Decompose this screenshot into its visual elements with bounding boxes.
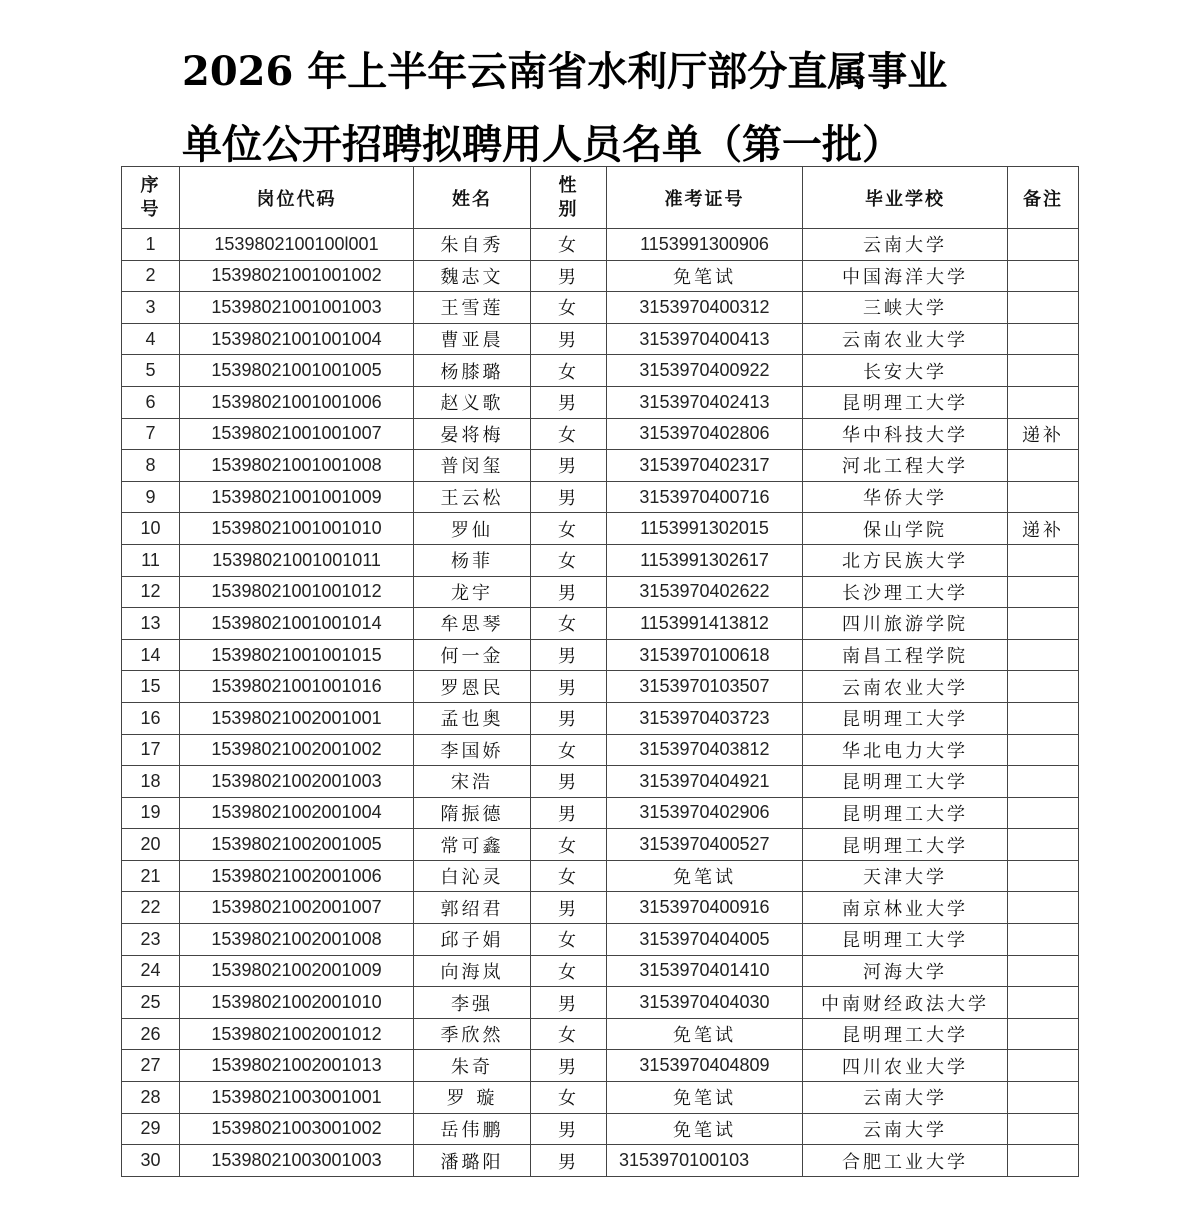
header-gender-bottom: 别 xyxy=(558,198,579,220)
cell-remark xyxy=(1008,576,1079,608)
cell-name: 罗恩民 xyxy=(414,671,531,703)
cell-gender: 男 xyxy=(531,450,607,482)
table-row xyxy=(122,608,1079,640)
cell-position-code: 15398021001001012 xyxy=(180,576,414,608)
cell-school: 昆明理工大学 xyxy=(803,1018,1008,1050)
cell-position-code: 15398021001001007 xyxy=(180,418,414,450)
cell-name: 杨膝璐 xyxy=(414,355,531,387)
table-row xyxy=(122,450,1079,482)
cell-school: 华侨大学 xyxy=(803,481,1008,513)
cell-name: 王云松 xyxy=(414,481,531,513)
cell-exam-number: 3153970400922 xyxy=(607,355,803,387)
cell-seq: 25 xyxy=(122,987,180,1019)
cell-remark xyxy=(1008,671,1079,703)
cell-exam-number: 3153970403812 xyxy=(607,734,803,766)
table-row xyxy=(122,229,1079,261)
cell-school: 昆明理工大学 xyxy=(803,924,1008,956)
header-seq-bottom: 号 xyxy=(140,198,161,220)
cell-exam-number: 3153970404809 xyxy=(607,1050,803,1082)
cell-seq: 14 xyxy=(122,639,180,671)
cell-seq: 30 xyxy=(122,1145,180,1177)
cell-seq: 19 xyxy=(122,797,180,829)
cell-exam-number: 免笔试 xyxy=(607,1082,803,1114)
cell-remark xyxy=(1008,544,1079,576)
cell-seq: 8 xyxy=(122,450,180,482)
cell-school: 昆明理工大学 xyxy=(803,829,1008,861)
cell-position-code: 15398021002001003 xyxy=(180,766,414,798)
cell-seq: 10 xyxy=(122,513,180,545)
cell-gender: 男 xyxy=(531,702,607,734)
table-row xyxy=(122,1113,1079,1145)
cell-name: 季欣然 xyxy=(414,1018,531,1050)
table-row xyxy=(122,544,1079,576)
cell-remark xyxy=(1008,955,1079,987)
cell-name: 孟也奥 xyxy=(414,702,531,734)
cell-school: 云南大学 xyxy=(803,1113,1008,1145)
cell-exam-number: 3153970400312 xyxy=(607,292,803,324)
cell-remark: 递补 xyxy=(1008,418,1079,450)
cell-exam-number: 1153991413812 xyxy=(607,608,803,640)
cell-gender: 男 xyxy=(531,639,607,671)
cell-position-code: 15398021001001006 xyxy=(180,386,414,418)
cell-gender: 女 xyxy=(531,829,607,861)
table-row xyxy=(122,418,1079,450)
cell-remark xyxy=(1008,639,1079,671)
table-row xyxy=(122,260,1079,292)
table-row xyxy=(122,386,1079,418)
header-exam-number: 准考证号 xyxy=(607,167,803,229)
cell-remark xyxy=(1008,1050,1079,1082)
table-row xyxy=(122,924,1079,956)
cell-exam-number: 3153970100618 xyxy=(607,639,803,671)
cell-position-code: 15398021002001007 xyxy=(180,892,414,924)
cell-name: 罗 璇 xyxy=(414,1082,531,1114)
cell-school: 昆明理工大学 xyxy=(803,386,1008,418)
cell-school: 华北电力大学 xyxy=(803,734,1008,766)
table-row xyxy=(122,576,1079,608)
cell-position-code: 15398021001001004 xyxy=(180,323,414,355)
cell-position-code: 15398021002001013 xyxy=(180,1050,414,1082)
cell-position-code: 15398021001001016 xyxy=(180,671,414,703)
cell-remark xyxy=(1008,1145,1079,1177)
cell-position-code: 15398021003001002 xyxy=(180,1113,414,1145)
cell-gender: 男 xyxy=(531,1145,607,1177)
cell-seq: 17 xyxy=(122,734,180,766)
table-header-row xyxy=(122,167,1079,229)
table-row xyxy=(122,1050,1079,1082)
cell-exam-number: 3153970404005 xyxy=(607,924,803,956)
cell-position-code: 15398021003001001 xyxy=(180,1082,414,1114)
cell-school: 华中科技大学 xyxy=(803,418,1008,450)
table-row xyxy=(122,671,1079,703)
header-name: 姓名 xyxy=(414,167,531,229)
cell-school: 河海大学 xyxy=(803,955,1008,987)
cell-remark xyxy=(1008,734,1079,766)
cell-school: 昆明理工大学 xyxy=(803,797,1008,829)
table-row xyxy=(122,892,1079,924)
table-row xyxy=(122,987,1079,1019)
cell-remark: 递补 xyxy=(1008,513,1079,545)
cell-exam-number: 1153991300906 xyxy=(607,229,803,261)
cell-seq: 3 xyxy=(122,292,180,324)
cell-exam-number: 3153970404030 xyxy=(607,987,803,1019)
cell-seq: 7 xyxy=(122,418,180,450)
cell-school: 四川农业大学 xyxy=(803,1050,1008,1082)
cell-gender: 男 xyxy=(531,797,607,829)
cell-position-code: 15398021003001003 xyxy=(180,1145,414,1177)
cell-school: 南京林业大学 xyxy=(803,892,1008,924)
cell-name: 魏志文 xyxy=(414,260,531,292)
cell-gender: 男 xyxy=(531,323,607,355)
table-row xyxy=(122,1145,1079,1177)
cell-school: 中南财经政法大学 xyxy=(803,987,1008,1019)
header-gender xyxy=(531,167,607,229)
cell-seq: 22 xyxy=(122,892,180,924)
cell-name: 李强 xyxy=(414,987,531,1019)
cell-exam-number: 3153970400527 xyxy=(607,829,803,861)
cell-name: 李国娇 xyxy=(414,734,531,766)
cell-exam-number: 3153970402622 xyxy=(607,576,803,608)
cell-name: 杨菲 xyxy=(414,544,531,576)
cell-remark xyxy=(1008,987,1079,1019)
cell-remark xyxy=(1008,702,1079,734)
table-row xyxy=(122,797,1079,829)
cell-gender: 女 xyxy=(531,860,607,892)
cell-name: 潘璐阳 xyxy=(414,1145,531,1177)
cell-name: 罗仙 xyxy=(414,513,531,545)
cell-name: 晏将梅 xyxy=(414,418,531,450)
cell-name: 邱子娟 xyxy=(414,924,531,956)
table-row xyxy=(122,513,1079,545)
cell-position-code: 15398021001001009 xyxy=(180,481,414,513)
cell-name: 王雪莲 xyxy=(414,292,531,324)
cell-exam-number: 免笔试 xyxy=(607,860,803,892)
table-row xyxy=(122,766,1079,798)
cell-gender: 男 xyxy=(531,987,607,1019)
table-row xyxy=(122,639,1079,671)
cell-seq: 9 xyxy=(122,481,180,513)
cell-seq: 16 xyxy=(122,702,180,734)
cell-remark xyxy=(1008,450,1079,482)
header-remark: 备注 xyxy=(1008,167,1079,229)
cell-remark xyxy=(1008,481,1079,513)
cell-name: 朱奇 xyxy=(414,1050,531,1082)
cell-school: 四川旅游学院 xyxy=(803,608,1008,640)
table-row xyxy=(122,292,1079,324)
cell-seq: 26 xyxy=(122,1018,180,1050)
cell-position-code: 15398021002001012 xyxy=(180,1018,414,1050)
cell-school: 保山学院 xyxy=(803,513,1008,545)
cell-gender: 女 xyxy=(531,355,607,387)
cell-seq: 24 xyxy=(122,955,180,987)
table-row xyxy=(122,734,1079,766)
cell-exam-number: 3153970402806 xyxy=(607,418,803,450)
cell-name: 何一金 xyxy=(414,639,531,671)
table-body xyxy=(122,229,1079,1177)
cell-school: 天津大学 xyxy=(803,860,1008,892)
cell-remark xyxy=(1008,608,1079,640)
cell-position-code: 15398021002001005 xyxy=(180,829,414,861)
cell-remark xyxy=(1008,1082,1079,1114)
cell-name: 向海岚 xyxy=(414,955,531,987)
cell-name: 白沁灵 xyxy=(414,860,531,892)
cell-exam-number: 3153970404921 xyxy=(607,766,803,798)
cell-exam-number: 3153970402317 xyxy=(607,450,803,482)
cell-gender: 男 xyxy=(531,1050,607,1082)
cell-position-code: 15398021001001015 xyxy=(180,639,414,671)
cell-position-code: 15398021001001010 xyxy=(180,513,414,545)
cell-school: 云南农业大学 xyxy=(803,323,1008,355)
cell-exam-number: 3153970402906 xyxy=(607,797,803,829)
cell-name: 朱自秀 xyxy=(414,229,531,261)
cell-school: 河北工程大学 xyxy=(803,450,1008,482)
cell-name: 龙宇 xyxy=(414,576,531,608)
cell-position-code: 15398021002001002 xyxy=(180,734,414,766)
cell-seq: 27 xyxy=(122,1050,180,1082)
cell-gender: 女 xyxy=(531,418,607,450)
cell-gender: 女 xyxy=(531,734,607,766)
cell-remark xyxy=(1008,829,1079,861)
header-school: 毕业学校 xyxy=(803,167,1008,229)
cell-remark xyxy=(1008,229,1079,261)
cell-position-code: 15398021002001010 xyxy=(180,987,414,1019)
cell-position-code: 15398021001001014 xyxy=(180,608,414,640)
cell-name: 曹亚晨 xyxy=(414,323,531,355)
cell-remark xyxy=(1008,924,1079,956)
cell-remark xyxy=(1008,892,1079,924)
cell-remark xyxy=(1008,386,1079,418)
document-title-line-1: 2026 年上半年云南省水利厅部分直属事业 xyxy=(182,48,948,95)
cell-seq: 4 xyxy=(122,323,180,355)
cell-gender: 男 xyxy=(531,260,607,292)
cell-school: 长安大学 xyxy=(803,355,1008,387)
cell-remark xyxy=(1008,1018,1079,1050)
cell-name: 普闵玺 xyxy=(414,450,531,482)
cell-gender: 女 xyxy=(531,924,607,956)
cell-gender: 男 xyxy=(531,1113,607,1145)
cell-seq: 15 xyxy=(122,671,180,703)
cell-seq: 13 xyxy=(122,608,180,640)
table-row xyxy=(122,1082,1079,1114)
cell-seq: 12 xyxy=(122,576,180,608)
cell-exam-number: 3153970402413 xyxy=(607,386,803,418)
cell-school: 云南农业大学 xyxy=(803,671,1008,703)
cell-school: 云南大学 xyxy=(803,1082,1008,1114)
cell-remark xyxy=(1008,292,1079,324)
cell-school: 长沙理工大学 xyxy=(803,576,1008,608)
cell-school: 三峡大学 xyxy=(803,292,1008,324)
cell-name: 宋浩 xyxy=(414,766,531,798)
table-row xyxy=(122,702,1079,734)
table-row xyxy=(122,481,1079,513)
table-row xyxy=(122,829,1079,861)
document-title-line-2: 单位公开招聘拟聘用人员名单（第一批） xyxy=(182,121,902,168)
cell-position-code: 15398021002001006 xyxy=(180,860,414,892)
cell-seq: 11 xyxy=(122,544,180,576)
cell-gender: 男 xyxy=(531,576,607,608)
cell-name: 郭绍君 xyxy=(414,892,531,924)
cell-exam-number: 3153970103507 xyxy=(607,671,803,703)
cell-exam-number: 免笔试 xyxy=(607,1018,803,1050)
cell-position-code: 15398021002001004 xyxy=(180,797,414,829)
cell-school: 合肥工业大学 xyxy=(803,1145,1008,1177)
cell-seq: 29 xyxy=(122,1113,180,1145)
cell-seq: 18 xyxy=(122,766,180,798)
cell-school: 昆明理工大学 xyxy=(803,766,1008,798)
cell-seq: 28 xyxy=(122,1082,180,1114)
cell-position-code: 15398021001001002 xyxy=(180,260,414,292)
cell-exam-number: 1153991302015 xyxy=(607,513,803,545)
cell-name: 隋振德 xyxy=(414,797,531,829)
cell-position-code: 15398021001001011 xyxy=(180,544,414,576)
cell-position-code: 15398021001001003 xyxy=(180,292,414,324)
cell-name: 牟思琴 xyxy=(414,608,531,640)
cell-seq: 5 xyxy=(122,355,180,387)
cell-gender: 男 xyxy=(531,766,607,798)
cell-seq: 6 xyxy=(122,386,180,418)
table-row xyxy=(122,1018,1079,1050)
header-seq xyxy=(122,167,180,229)
table-row xyxy=(122,355,1079,387)
cell-gender: 女 xyxy=(531,955,607,987)
cell-seq: 21 xyxy=(122,860,180,892)
cell-school: 北方民族大学 xyxy=(803,544,1008,576)
cell-exam-number: 1153991302617 xyxy=(607,544,803,576)
cell-school: 云南大学 xyxy=(803,229,1008,261)
table-row xyxy=(122,860,1079,892)
cell-seq: 1 xyxy=(122,229,180,261)
cell-position-code: 15398021002001008 xyxy=(180,924,414,956)
cell-exam-number: 3153970401410 xyxy=(607,955,803,987)
cell-gender: 女 xyxy=(531,513,607,545)
cell-name: 赵义歌 xyxy=(414,386,531,418)
cell-exam-number: 免笔试 xyxy=(607,1113,803,1145)
cell-name: 常可鑫 xyxy=(414,829,531,861)
cell-gender: 女 xyxy=(531,229,607,261)
cell-gender: 男 xyxy=(531,671,607,703)
cell-gender: 女 xyxy=(531,544,607,576)
cell-remark xyxy=(1008,860,1079,892)
header-gender-top: 性 xyxy=(558,174,579,196)
cell-exam-number: 3153970400716 xyxy=(607,481,803,513)
header-position-code: 岗位代码 xyxy=(180,167,414,229)
cell-position-code: 15398021002001009 xyxy=(180,955,414,987)
cell-gender: 男 xyxy=(531,481,607,513)
cell-remark xyxy=(1008,766,1079,798)
table-row xyxy=(122,323,1079,355)
cell-exam-number: 3153970400413 xyxy=(607,323,803,355)
cell-seq: 20 xyxy=(122,829,180,861)
cell-school: 中国海洋大学 xyxy=(803,260,1008,292)
cell-seq: 23 xyxy=(122,924,180,956)
cell-gender: 男 xyxy=(531,386,607,418)
cell-gender: 女 xyxy=(531,292,607,324)
cell-gender: 女 xyxy=(531,608,607,640)
cell-position-code: 15398021002001001 xyxy=(180,702,414,734)
cell-gender: 男 xyxy=(531,892,607,924)
cell-remark xyxy=(1008,355,1079,387)
cell-position-code: 15398021001001008 xyxy=(180,450,414,482)
cell-school: 昆明理工大学 xyxy=(803,702,1008,734)
cell-exam-number: 3153970100103 xyxy=(607,1145,803,1177)
cell-gender: 女 xyxy=(531,1082,607,1114)
cell-remark xyxy=(1008,797,1079,829)
cell-exam-number: 3153970400916 xyxy=(607,892,803,924)
table-row xyxy=(122,955,1079,987)
candidate-table xyxy=(121,166,1079,1177)
header-seq-top: 序 xyxy=(140,174,161,196)
cell-exam-number: 3153970403723 xyxy=(607,702,803,734)
cell-school: 南昌工程学院 xyxy=(803,639,1008,671)
cell-name: 岳伟鹏 xyxy=(414,1113,531,1145)
cell-remark xyxy=(1008,260,1079,292)
cell-remark xyxy=(1008,1113,1079,1145)
cell-remark xyxy=(1008,323,1079,355)
cell-seq: 2 xyxy=(122,260,180,292)
cell-position-code: 15398021001001005 xyxy=(180,355,414,387)
cell-position-code: 1539802100100l001 xyxy=(180,229,414,261)
cell-gender: 女 xyxy=(531,1018,607,1050)
cell-exam-number: 免笔试 xyxy=(607,260,803,292)
